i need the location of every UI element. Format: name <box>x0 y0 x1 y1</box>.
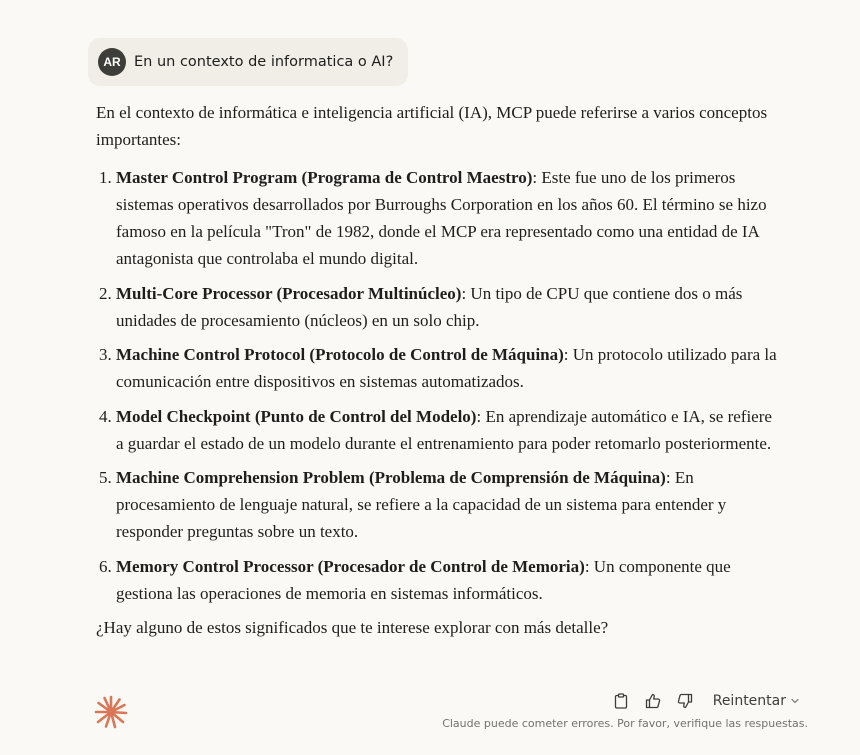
copy-button[interactable] <box>611 690 631 712</box>
retry-button[interactable] <box>713 693 800 709</box>
disclaimer-text: Claude puede cometer errores. Por favor, verifique las respuestas. <box>442 717 808 730</box>
assistant-response <box>96 99 778 641</box>
list-item-term: Master Control Program (Programa de Control Maestro) <box>116 168 533 187</box>
thumbs-down-button[interactable] <box>675 690 695 712</box>
list-item <box>116 341 778 395</box>
list-item-term: Machine Control Protocol (Protocolo de Control de Máquina) <box>116 345 564 364</box>
list-item-term: Multi-Core Processor (Procesador Multinúcleo) <box>116 283 462 303</box>
chevron-down-icon <box>790 696 800 706</box>
response-outro: ¿Hay alguno de estos significados que te interese explorar con más detalle? <box>96 618 609 637</box>
thumbs-up-button[interactable] <box>643 690 663 712</box>
response-intro: En el contexto de informática e inteligencia artificial (IA), MCP puede referirse a varios conceptos importantes: <box>96 103 768 149</box>
avatar[interactable]: AR <box>98 48 126 76</box>
list-item-description: : Un protocolo utilizado para la comunicación entre dispositivos en sistemas automatizados. <box>116 345 777 391</box>
list-item-term: Memory Control Processor (Procesador de Control de Memoria) <box>116 556 585 576</box>
response-list <box>96 164 778 607</box>
list-item <box>116 280 778 334</box>
list-item-description: : Un tipo de CPU que contiene dos o más unidades de procesamiento (núcleos) en un solo chip. <box>116 283 743 330</box>
retry-label: Reintentar <box>712 693 786 709</box>
list-item-description: : En procesamiento de lenguaje natural, se refiere a la capacidad de un sistema para entender y responder preguntas sobre un texto. <box>116 468 727 541</box>
copy-icon <box>614 693 628 709</box>
user-message-text: En un contexto de informatica o AI? <box>134 54 394 70</box>
user-message-bubble <box>88 38 408 86</box>
list-item-term: Machine Comprehension Problem (Problema de Comprensión de Máquina) <box>116 468 666 487</box>
thumbs-down-icon <box>677 693 693 709</box>
list-item <box>116 403 778 457</box>
list-item <box>116 464 778 545</box>
response-actions <box>611 690 800 712</box>
list-item <box>116 553 778 607</box>
thumbs-up-icon <box>645 693 661 709</box>
list-item-description: : Un componente que gestiona las operaciones de memoria en sistemas informáticos. <box>116 556 731 603</box>
list-item-term: Model Checkpoint (Punto de Control del Modelo) <box>116 406 477 426</box>
list-item-description: : En aprendizaje automático e IA, se refiere a guardar el estado de un modelo durante el entrenamiento para poder retomarlo posteriormente. <box>116 406 772 453</box>
list-item <box>116 164 778 272</box>
list-item-description: : Este fue uno de los primeros sistemas operativos desarrollados por Burroughs Corporation en los años 60. El término se hizo famoso en la película "Tron" de 1982, donde el MCP era representado como una entidad de IA antagonista que controlaba el mundo digital. <box>116 168 767 268</box>
claude-logo-icon <box>94 695 128 729</box>
